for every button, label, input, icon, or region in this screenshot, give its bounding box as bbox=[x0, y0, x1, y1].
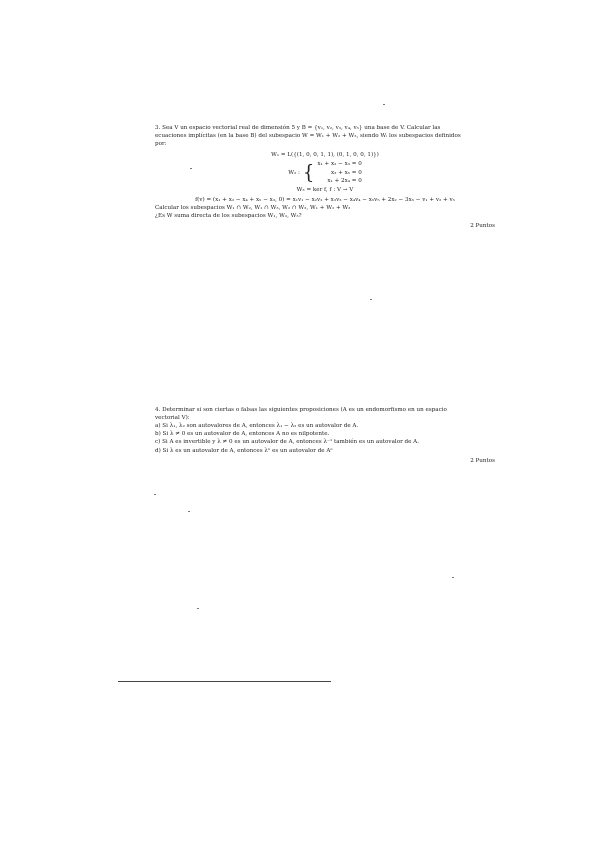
w2-equations bbox=[317, 160, 361, 184]
problem-4-item-d: d) Si λ es un autovalor de A, entonces λⁿ es un autovalor de Aⁿ bbox=[155, 447, 333, 454]
problem-4-item-a: a) Si λ₁, λ₂ son autovalores de A, entonces λ₁ − λ₂ es un autovalor de A. bbox=[155, 423, 359, 430]
scan-speck bbox=[370, 299, 372, 300]
scan-speck bbox=[197, 608, 199, 609]
w1-definition: W₁ = L({(1, 0, 0, 1, 1), (0, 1, 0, 0, 1)}) bbox=[271, 152, 379, 159]
w3-definition: W₃ = ker f, f : V → V bbox=[296, 186, 354, 193]
problem-4-intro-line-2: vectorial V): bbox=[155, 415, 190, 422]
scan-speck bbox=[383, 104, 385, 105]
problem-4-points: 2 Puntos bbox=[470, 457, 495, 464]
problem-3-intro-line-2: ecuaciones implícitas (en la base B) del subespacio W = W₁ + W₂ + W₃, siendo Wᵢ los subespacios definidos bbox=[155, 133, 461, 140]
calculate-line: Calcular los subespacios W₁ ∩ W₂, W₁ ∩ W₃, W₂ ∩ W₃, W₁ + W₂ + W₃ bbox=[155, 204, 351, 211]
w2-label: W₂ : bbox=[288, 169, 300, 176]
problem-3-intro-line-1: 3. Sea V un espacio vectorial real de dimensión 5 y B = {v₁, v₂, v₃, v₄, v₅} una base de V. Calcular las bbox=[155, 125, 441, 131]
footnote-rule bbox=[118, 681, 331, 682]
problem-3 bbox=[155, 124, 495, 230]
f-definition: f(v) = (x₁ + x₂ − x₄ + x₅ − x₃, 0) = x₁v₁ − x₂v₂ + x₃v₃ − x₄v₄ − x₅v₅ + 2x₂ − 3x₅ − v₁ + v₂ + v₅ bbox=[195, 196, 455, 203]
brace-glyph: { bbox=[302, 160, 315, 184]
problem-4 bbox=[155, 406, 495, 465]
w2-system bbox=[155, 160, 495, 184]
problem-4-intro-line-1: 4. Determinar si son ciertas o falsas las siguientes proposiciones (A es un endomorfismo en un espacio bbox=[155, 407, 447, 413]
scan-speck bbox=[188, 511, 190, 512]
w2-equation-3: x₁ + 2x₄ = 0 bbox=[327, 177, 362, 184]
w2-equation-1: x₁ + x₂ − x₃ = 0 bbox=[317, 161, 362, 168]
problem-4-item-b: b) Si λ ≠ 0 es un autovalor de A, entonces A no es nilpotente. bbox=[155, 431, 330, 438]
problem-4-item-c: c) Si A es invertible y λ ≠ 0 es un autovalor de A, entonces λ⁻¹ también es un autovalor de A. bbox=[155, 439, 420, 446]
w2-equation-2: x₃ + x₅ = 0 bbox=[330, 169, 362, 176]
problem-3-points: 2 Puntos bbox=[470, 223, 495, 230]
problem-3-intro-line-3: por: bbox=[155, 141, 167, 148]
scan-speck bbox=[452, 577, 454, 578]
scan-speck bbox=[154, 494, 156, 495]
question-line: ¿Es W suma directa de los subespacios W₁, W₂, W₃? bbox=[155, 213, 302, 220]
scan-speck bbox=[190, 168, 192, 169]
